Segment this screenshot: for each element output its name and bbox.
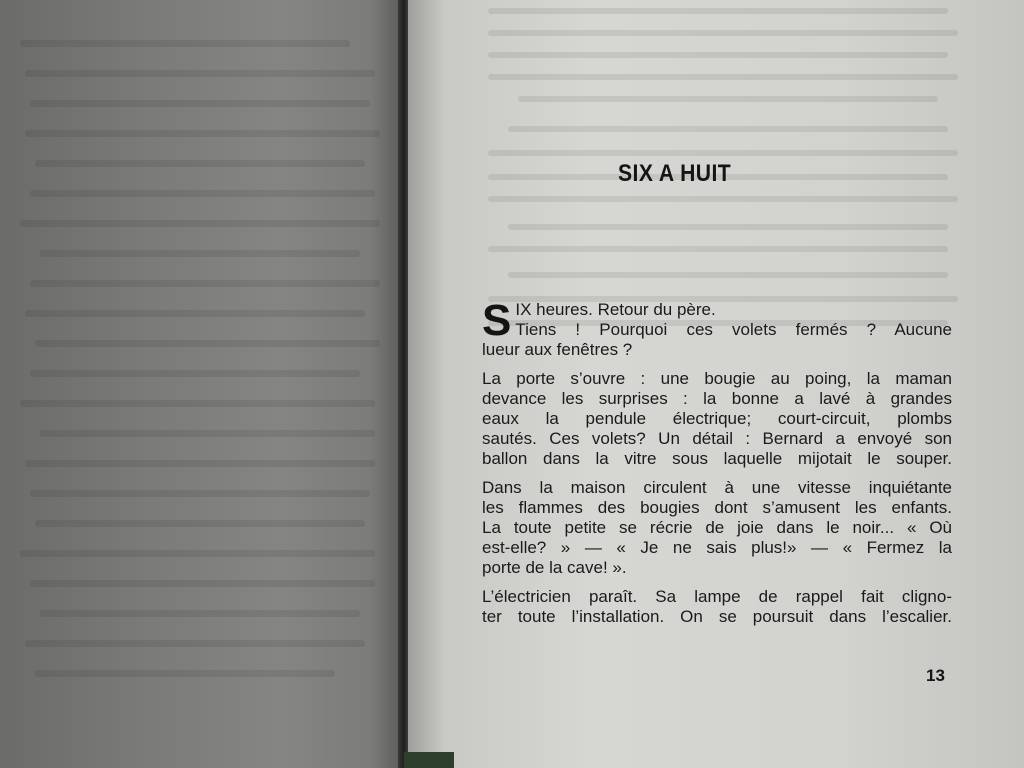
opening-line: IX heures. Retour du père. <box>515 300 716 319</box>
text-line: L’électricien paraît. Sa lampe de rappel fait cligno- <box>482 587 952 606</box>
text-line: les flammes des bougies dont s’amusent les enfants. <box>482 498 952 517</box>
paragraph <box>482 587 952 627</box>
paragraph-opening <box>482 296 952 360</box>
text-line: La toute petite se récrie de joie dans le noir... « Où <box>482 518 952 537</box>
paragraph <box>482 369 952 469</box>
text-line: Dans la maison circulent à une vitesse inquiétante <box>482 478 952 497</box>
text-line: lueur aux fenêtres ? <box>482 340 633 359</box>
text-line: porte de la cave! ». <box>482 558 627 577</box>
text-line: Tiens ! Pourquoi ces volets fermés ? Aucune <box>515 320 952 339</box>
drop-cap: S <box>482 296 512 345</box>
text-line: ballon dans la vitre sous laquelle mijotait le souper. <box>482 449 952 468</box>
paragraph <box>482 478 952 578</box>
text-line: devance les surprises : la bonne a lavé à grandes <box>482 389 952 408</box>
text-line: eaux la pendule électrique; court-circuit, plombs <box>482 409 952 428</box>
left-page <box>0 0 402 768</box>
chapter-text <box>482 296 952 627</box>
book-cover-edge <box>404 752 454 768</box>
chapter-title: SIX A HUIT <box>618 160 732 187</box>
text-line: est-elle? » — « Je ne sais plus!» — « Fermez la <box>482 538 952 557</box>
text-line: sautés. Ces volets? Un détail : Bernard a envoyé son <box>482 429 952 448</box>
page-number: 13 <box>926 666 945 685</box>
text-line: La porte s’ouvre : une bougie au poing, la maman <box>482 369 952 388</box>
text-line: ter toute l’installation. On se poursuit dans l’escalier. <box>482 607 952 626</box>
